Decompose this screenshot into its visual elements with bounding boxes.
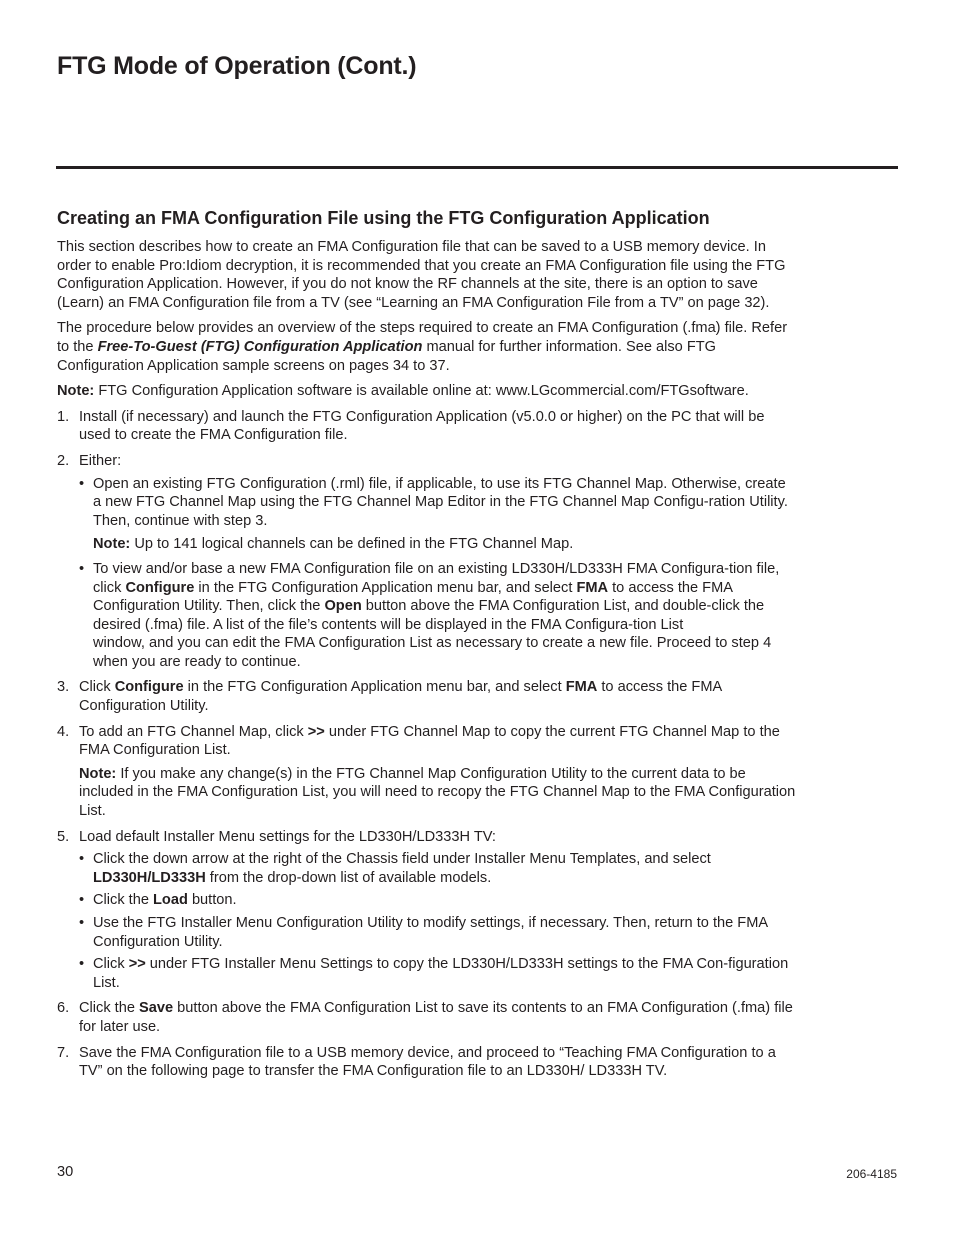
step-text	[79, 678, 797, 715]
step-text: Either:	[79, 452, 122, 469]
step-number: 5.	[57, 828, 70, 845]
text-run: button above the FMA Configuration List, and double-click the desired (.fma) file. A list of the file’s contents will be displayed in the FMA Configura-tion List	[93, 598, 765, 633]
text-run: button above the FMA Configuration List to save its contents to an FMA Configuration (.fma) file for later use.	[79, 1000, 793, 1035]
step-text: Install (if necessary) and launch the FTG Configuration Application (v5.0.0 or higher) on the PC that will be used to create the FMA Configuration file.	[79, 408, 765, 444]
step-number: 3.	[57, 679, 70, 696]
step-2-options	[79, 475, 797, 672]
overview-text-a: The procedure below provides an overview of the steps required to create an FMA Configuration (.fma) file. Refer to the	[57, 320, 788, 355]
configure-menu-label: Configure	[125, 579, 195, 596]
substep-copy-settings	[79, 955, 797, 992]
step-5-substeps	[79, 850, 797, 992]
document-number: 206-4185	[846, 1167, 897, 1181]
text-run: to access the FMA Configuration Utility.	[79, 679, 722, 715]
step-number: 7.	[57, 1044, 70, 1061]
text-run: in the FTG Configuration Application menu bar, and select	[183, 679, 566, 696]
open-button-label: Open	[324, 598, 362, 615]
option-open-rml	[79, 475, 797, 554]
step-number: 2.	[57, 452, 70, 469]
note-text: Up to 141 logical channels can be defined in the FTG Channel Map.	[130, 536, 574, 553]
text-run: To add an FTG Channel Map, click	[79, 723, 308, 740]
note-text: If you make any change(s) in the FTG Channel Map Configuration Utility to the current data to be included in the FMA Configuration List, you will need to recopy the FTG Channel Map to the FMA Configuration List.	[79, 765, 796, 820]
model-label: LD330H/LD333H	[93, 869, 206, 886]
note-label: Note:	[57, 383, 95, 400]
intro-paragraph: This section describes how to create an FMA Configuration file that can be saved to a USB memory device. In order to enable Pro:Idiom decryption, it is recommended that you create an FMA Configuration file using the FTG Configuration Application. However, if you do not know the RF channels at the site, there is an option to save (Learn) an FMA Configuration file from a TV (see “Learning an FMA Configuration File from a TV” on page 32).	[57, 239, 786, 311]
configure-menu-label: Configure	[114, 679, 184, 696]
substep-select-chassis	[79, 850, 797, 887]
bullet-text: • Use the FTG Installer Menu Configuration Utility to modify settings, if necessary. Then, return to the FMA Configuration Utility.	[93, 915, 768, 950]
procedure-steps	[57, 408, 797, 1081]
bullet-text-continued: window, and you can edit the FMA Configuration List as necessary to create a new file. Proceed to step 4 when you are ready to continue.	[93, 635, 772, 670]
step-number: 4.	[57, 723, 70, 740]
step-4	[57, 723, 797, 821]
page-title: FTG Mode of Operation (Cont.)	[57, 52, 417, 80]
fma-menu-label: FMA	[576, 579, 609, 596]
step-3	[57, 678, 797, 715]
manual-title: Free-To-Guest (FTG) Configuration Application	[97, 338, 423, 355]
load-button-label: Load	[153, 892, 188, 909]
note-text: FTG Configuration Application software is available online at: www.LGcommercial.com/FTGsoftware.	[94, 383, 749, 400]
step-1	[57, 408, 797, 445]
text-run: To view and/or base a new FMA Configuration file on an existing LD330H/LD333H FMA Configura-tion file, click	[93, 560, 780, 596]
step-7	[57, 1044, 797, 1081]
note-label: Note:	[79, 765, 117, 782]
step-number: 1.	[57, 408, 70, 425]
software-note	[57, 382, 797, 401]
text-run: Click the down arrow at the right of the Chassis field under Installer Menu Templates, and select	[93, 851, 711, 868]
step-text	[79, 723, 797, 760]
overview-paragraph	[57, 319, 797, 375]
text-run: Click the	[93, 892, 154, 909]
bullet-text	[93, 891, 797, 910]
step-number: 6.	[57, 1000, 70, 1017]
main-content	[57, 207, 797, 1088]
save-button-label: Save	[139, 1000, 174, 1017]
bullet-text	[93, 560, 797, 634]
step-2	[57, 452, 797, 672]
page-number: 30	[57, 1164, 74, 1180]
text-run: Click	[93, 956, 129, 973]
header-divider	[56, 166, 898, 169]
bullet-text: • Open an existing FTG Configuration (.rml) file, if applicable, to use its FTG Channel Map. Otherwise, create a new FTG Channel Map using the FTG Channel Map Editor in the FTG Channel Map Configu-ration Utility. Then, continue with step 3.	[93, 475, 788, 529]
overview-text-b: manual for further information. See also FTG Configuration Application sample screens on pages 34 to 37.	[57, 338, 717, 374]
recopy-note	[79, 765, 797, 821]
option-open-fma	[79, 560, 797, 672]
text-run: from the drop-down list of available models.	[205, 869, 492, 886]
step-6	[57, 999, 797, 1036]
text-run: Click the	[79, 1000, 140, 1017]
step-text: Save the FMA Configuration file to a USB memory device, and proceed to “Teaching FMA Configuration to a TV” on the following page to transfer the FMA Configuration file to an LD330H/ LD333H TV.	[79, 1044, 776, 1080]
step-text	[79, 999, 797, 1036]
copy-arrows-label: >>	[128, 956, 146, 973]
channel-limit-note	[93, 535, 797, 554]
substep-load	[79, 891, 797, 910]
text-run: under FTG Channel Map to copy the current FTG Channel Map to the FMA Configuration List.	[79, 723, 780, 759]
note-label: Note:	[93, 536, 131, 553]
text-run: to access the FMA Configuration Utility. Then, click the	[93, 579, 733, 615]
fma-menu-label: FMA	[565, 679, 598, 696]
bullet-text	[93, 850, 797, 887]
step-text: Load default Installer Menu settings for the LD330H/LD333H TV:	[79, 828, 496, 845]
section-heading: Creating an FMA Configuration File using the FTG Configuration Application	[57, 208, 710, 228]
text-run: Click	[79, 679, 115, 696]
step-5	[57, 828, 797, 993]
substep-modify-settings	[79, 914, 797, 951]
text-run: under FTG Installer Menu Settings to copy the LD330H/LD333H settings to the FMA Con-figuration List.	[93, 956, 789, 991]
copy-arrows-label: >>	[307, 723, 325, 740]
text-run: button.	[187, 892, 237, 909]
bullet-text	[93, 955, 797, 992]
text-run: in the FTG Configuration Application menu bar, and select	[194, 579, 577, 596]
